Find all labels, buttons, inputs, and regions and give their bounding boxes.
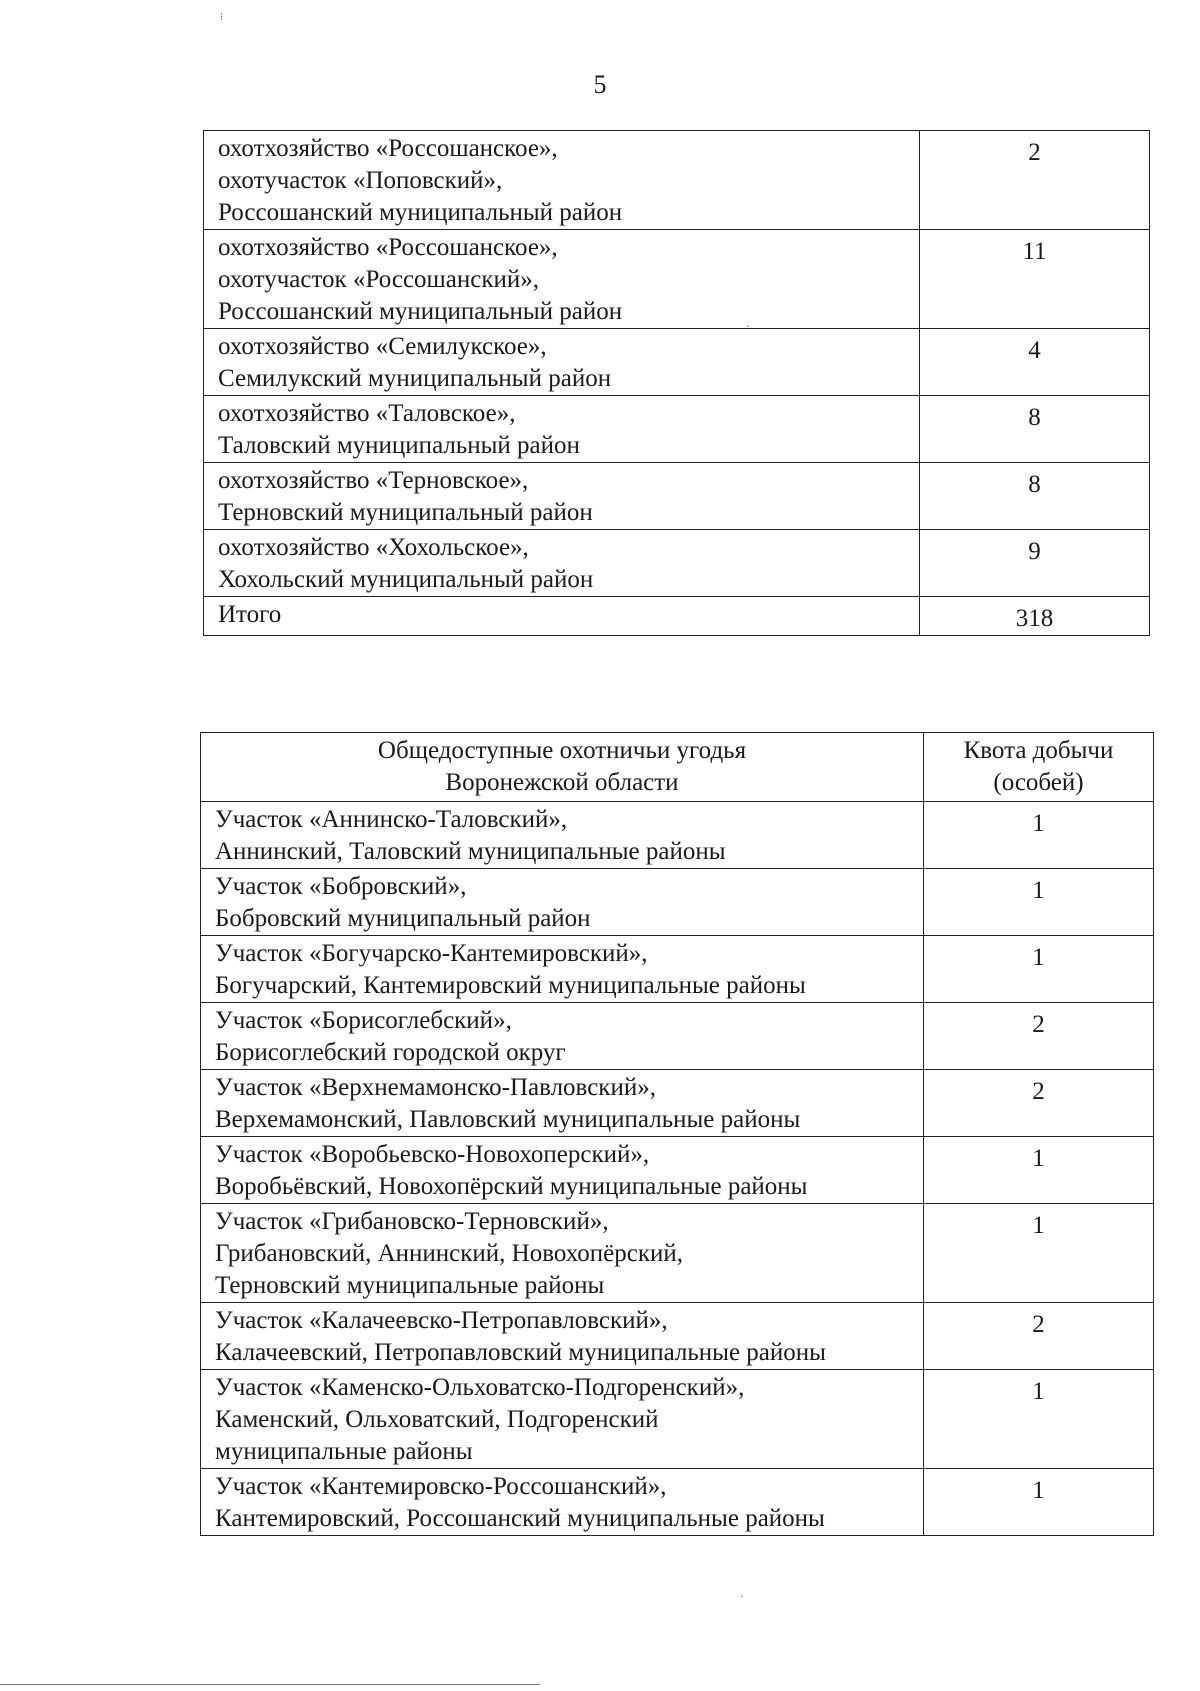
ground-name-line: Участок «Каменско-Ольховатско-Подгоренский», — [215, 1374, 745, 1401]
ground-name-line: Верхемамонский, Павловский муниципальные районы — [215, 1106, 801, 1133]
ground-name-cell — [204, 530, 920, 597]
ground-name-line: муниципальные районы — [215, 1438, 473, 1465]
hunting-grounds-table — [203, 130, 1150, 636]
quota-cell: 2 — [924, 1003, 1154, 1070]
ground-name-line: Участок «Бобровский», — [215, 873, 467, 900]
ground-name-line: Участок «Воробьевско-Новохоперский», — [215, 1141, 650, 1168]
ground-name-line: Терновский муниципальные районы — [215, 1272, 605, 1299]
total-value: 318 — [920, 597, 1150, 636]
ground-name-line: охотхозяйство «Хохольское», — [218, 534, 529, 561]
ground-name-cell — [201, 869, 924, 936]
header-line: Общедоступные охотничьи угодья — [377, 737, 747, 764]
header-line: Воронежской области — [445, 769, 679, 796]
ground-name-line: Участок «Богучарско-Кантемировский», — [215, 940, 648, 967]
quota-cell: 1 — [924, 869, 1154, 936]
quota-cell: 1 — [924, 802, 1154, 869]
ground-name-line: Участок «Верхнемамонско-Павловский», — [215, 1074, 656, 1101]
ground-name-line: Таловский муниципальный район — [218, 432, 580, 459]
ground-name-line: Кантемировский, Россошанский муниципальные районы — [215, 1505, 825, 1532]
ground-name-cell — [201, 936, 924, 1003]
ground-name-line: охотхозяйство «Терновское», — [218, 467, 529, 494]
quota-cell: 4 — [920, 329, 1150, 396]
table-row — [204, 329, 1150, 396]
table-row — [201, 1070, 1154, 1137]
quota-cell: 8 — [920, 463, 1150, 530]
table-row — [201, 869, 1154, 936]
ground-name-line: Грибановский, Аннинский, Новохопёрский, — [215, 1240, 684, 1267]
quota-cell: 9 — [920, 530, 1150, 597]
table-row — [201, 1204, 1154, 1303]
table-row — [204, 396, 1150, 463]
header-grounds — [201, 733, 924, 802]
header-line: Квота добычи — [963, 737, 1114, 764]
quota-cell: 1 — [924, 1137, 1154, 1204]
ground-name-line: Участок «Борисоглебский», — [215, 1007, 512, 1034]
ground-name-cell — [201, 1370, 924, 1469]
ground-name-cell — [204, 131, 920, 230]
table-row — [201, 1137, 1154, 1204]
ground-name-line: Хохольский муниципальный район — [218, 566, 594, 593]
scan-mark: · — [746, 322, 750, 333]
table-row — [201, 802, 1154, 869]
table-row — [201, 1469, 1154, 1536]
table-row — [201, 1370, 1154, 1469]
quota-cell: 8 — [920, 396, 1150, 463]
ground-name-line: Каменский, Ольховатский, Подгоренский — [215, 1406, 659, 1433]
quota-cell: 2 — [920, 131, 1150, 230]
table-row — [204, 230, 1150, 329]
ground-name-line: Россошанский муниципальный район — [218, 199, 623, 226]
ground-name-line: охотхозяйство «Россошанское», — [218, 135, 558, 162]
table-row — [204, 463, 1150, 530]
ground-name-line: охотучасток «Поповский», — [218, 167, 503, 194]
ground-name-line: охотхозяйство «Россошанское», — [218, 234, 558, 261]
ground-name-line: Аннинский, Таловский муниципальные районы — [215, 838, 726, 865]
table-row — [201, 936, 1154, 1003]
table-row — [201, 1003, 1154, 1070]
ground-name-line: охотучасток «Россошанский», — [218, 266, 540, 293]
quota-cell: 2 — [924, 1070, 1154, 1137]
ground-name-cell — [204, 329, 920, 396]
table-header-row — [201, 733, 1154, 802]
quota-cell: 11 — [920, 230, 1150, 329]
ground-name-cell — [201, 1303, 924, 1370]
ground-name-line: охотхозяйство «Таловское», — [218, 400, 516, 427]
total-label: Итого — [204, 597, 920, 636]
ground-name-line: Участок «Грибановско-Терновский», — [215, 1208, 609, 1235]
quota-cell: 1 — [924, 1469, 1154, 1536]
ground-name-line: Богучарский, Кантемировский муниципальные районы — [215, 972, 806, 999]
ground-name-cell — [201, 1070, 924, 1137]
scan-mark: ⁝ — [220, 12, 224, 23]
ground-name-cell — [201, 1137, 924, 1204]
header-line: (особей) — [993, 769, 1084, 796]
table-row — [204, 530, 1150, 597]
scan-mark: · — [740, 1592, 744, 1603]
quota-cell: 1 — [924, 1370, 1154, 1469]
ground-name-line: Терновский муниципальный район — [218, 499, 593, 526]
footer-rule — [0, 1684, 540, 1685]
ground-name-line: Борисоглебский городской округ — [215, 1039, 566, 1066]
table-row — [204, 131, 1150, 230]
total-row — [204, 597, 1150, 636]
ground-name-cell — [201, 1204, 924, 1303]
page-number: 5 — [593, 70, 607, 99]
ground-name-line: Участок «Аннинско-Таловский», — [215, 806, 568, 833]
header-quota — [924, 733, 1154, 802]
public-grounds-table — [200, 732, 1154, 1536]
ground-name-cell — [201, 802, 924, 869]
ground-name-line: Бобровский муниципальный район — [215, 905, 591, 932]
ground-name-cell — [204, 396, 920, 463]
ground-name-line: Семилукский муниципальный район — [218, 365, 612, 392]
quota-cell: 1 — [924, 1204, 1154, 1303]
ground-name-cell — [201, 1003, 924, 1070]
quota-cell: 1 — [924, 936, 1154, 1003]
ground-name-line: охотхозяйство «Семилукское», — [218, 333, 547, 360]
ground-name-cell — [201, 1469, 924, 1536]
ground-name-line: Воробьёвский, Новохопёрский муниципальные районы — [215, 1173, 808, 1200]
quota-cell: 2 — [924, 1303, 1154, 1370]
ground-name-line: Калачеевский, Петропавловский муниципальные районы — [215, 1339, 826, 1366]
ground-name-cell — [204, 463, 920, 530]
table-row — [201, 1303, 1154, 1370]
ground-name-line: Россошанский муниципальный район — [218, 298, 623, 325]
ground-name-line: Участок «Калачеевско-Петропавловский», — [215, 1307, 668, 1334]
ground-name-line: Участок «Кантемировско-Россошанский», — [215, 1473, 667, 1500]
ground-name-cell — [204, 230, 920, 329]
